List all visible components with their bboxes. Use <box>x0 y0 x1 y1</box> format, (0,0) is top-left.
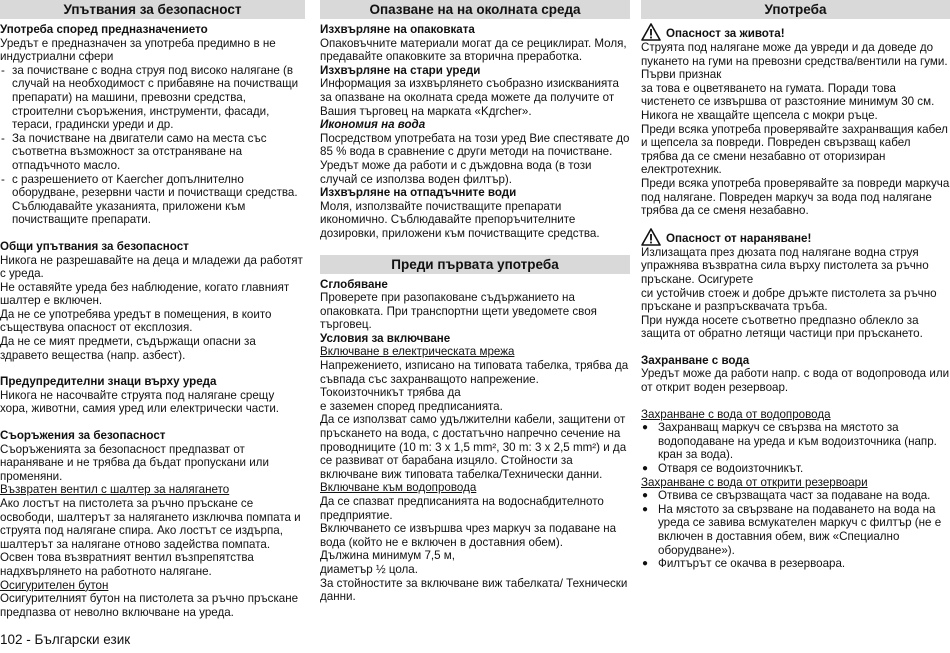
paragraph-line: Не оставяйте уреда без наблюдение, когато главният шалтер е включен. <box>0 280 290 308</box>
paragraph-line: Да не се употребява уредът в помещения, в които съществува опасност от експлозия. <box>0 307 272 335</box>
paragraph-line: Да не се мият предмети, съдържащи опасни за здравето вещества (напр. азбест). <box>0 335 256 362</box>
paragraph-check-cable: Преди всяка употреба проверявайте захранващия кабел и щепсела за повреди. Повреден свързващ кабел трябва да се смени незабавно от оторизиран електротехник. <box>641 122 948 177</box>
column-safety <box>0 0 305 619</box>
paragraph-water-hose: Включването се извършва чрез маркуч за подаване на вода (който не е включен в доставния обем). <box>320 522 617 549</box>
paragraph-grounded: е заземен според предписанията. <box>320 399 503 413</box>
warning-danger-to-life <box>641 23 950 41</box>
list-item: ● Отвива се свързващата част за подаване на вода. <box>641 489 950 503</box>
paragraph-hose-length: Дължина минимум 7,5 м, <box>320 549 455 563</box>
list-item: ● Филтърът се окачва в резервоара. <box>641 557 950 571</box>
heading-water-saving: Икономия на вода <box>320 118 426 132</box>
section-header-safety: Упътвания за безопасност <box>0 0 305 19</box>
list-mains-water <box>641 421 950 475</box>
paragraph-tyre-sign: за това е оцветяването на гумата. Поради това чистенето се извършва от разстояние минимум 30 см. <box>641 81 935 109</box>
column-environment <box>320 0 630 604</box>
paragraph-wet-hands: Никога не хващайте щепсела с мокри ръце. <box>641 108 878 122</box>
paragraph-old-devices: Информация за изхвърлянето съобразно изискванията за опазване на околната среда можете да получите от Вашия търговец на марката «Kдrcher». <box>320 77 619 118</box>
paragraph-water-regulations: Да се спазват предписанията на водоснабдителното предприятие. <box>320 495 604 522</box>
heading-packaging-disposal: Изхвърляне на опаковката <box>320 23 475 36</box>
section-header-operation: Употреба <box>641 0 950 19</box>
paragraph-technical-data: За стойностите за включване виж табелката/ Технически данни. <box>320 576 628 604</box>
heading-intended-use: Употреба според предназначението <box>0 23 208 36</box>
warning-title: Опасност за живота! <box>666 27 785 41</box>
warning-title: Опасност от нараняване! <box>666 232 812 246</box>
section-header-environment: Опазване на на околната среда <box>320 0 630 19</box>
paragraph-tyre-damage: Струята под налягане може да увреди и да доведе до пукането на гуми на превозни средства/вентили на гуми. Първи признак <box>641 41 948 82</box>
list-item: ● Захранващ маркуч се свързва на мястото за водоподаване на уреда и към водоизточника (напр. кран за вода). <box>641 421 950 462</box>
list-item: ● На мястото за свързване на подаването на вода на уреда се завива всмукателен маркуч с филтър (не е включен в доставния обем, виж «Специално оборудване»). <box>641 503 950 557</box>
paragraph-voltage: Напрежението, изписано на типовата табелка, трябва да съвпада със захранващото напрежение. <box>320 359 629 386</box>
paragraph-recoil: Излизащата през дюзата под налягане водна струя упражнява възвратна сила върху пистолета за ръчно пръскане. Осигурете <box>641 245 929 286</box>
heading-safety-devices: Съоръжения за безопасност <box>0 429 166 443</box>
heading-connection-conditions: Условия за включване <box>320 331 451 345</box>
subheading-mains-connection: Включване в електрическата мрежа <box>320 345 515 359</box>
paragraph-intended-use: Уредът е предназначен за употреба предимно в не индустриални сфери <box>0 36 276 64</box>
paragraph-packaging: Опаковъчните материали могат да се рециклират. Моля, предавайте опаковките за вторична преработка. <box>320 36 627 64</box>
paragraph-stance: си устойчив стоеж и добре дръжте пистолета за ръчно пръскане и разпръсквачата тръба. <box>641 286 937 314</box>
paragraph-check-hose: Преди всяка употреба проверявайте за повреди маркуча под налягане. Повреден маркуч за вода под налягане трябва да се сменя незабавно. <box>641 176 950 218</box>
list-open-reservoir <box>641 489 950 571</box>
list-intended-use <box>0 64 305 227</box>
heading-assembly: Сглобяване <box>320 277 388 291</box>
paragraph-warning-signs: Никога не насочвайте струята под налягане срещу хора, животни, самия уред или електрически части. <box>0 388 280 416</box>
paragraph-safety-button: Осигурителният бутон на пистолета за ръчно пръскане предпазва от неволно включване на уреда. <box>0 592 299 619</box>
heading-warning-signs: Предупредителни знаци върху уреда <box>0 375 217 389</box>
subheading-mains-water: Захранване с вода от водопровода <box>641 407 831 421</box>
paragraph-protective-clothing: При нужда носете съответно предпазно облекло за защита от обратно летящи частици при пръскането. <box>641 313 923 341</box>
heading-water-supply: Захранване с вода <box>641 353 750 367</box>
page-footer: 102 - Български език <box>0 632 131 647</box>
subheading-water-connection: Включване към водопровода <box>320 481 477 495</box>
heading-general-safety: Общи упътвания за безопасност <box>0 239 189 253</box>
paragraph-water-supply: Уредът може да работи напр. с вода от водопровода или от открит воден резервоар. <box>641 367 950 395</box>
paragraph-safety-devices: Съоръженията за безопасност предпазват от нараняване и не трябва да бъдат пропускани или променяни. <box>0 442 269 483</box>
heading-old-devices: Изхвърляне на стари уреди <box>320 63 481 77</box>
warning-triangle-icon <box>641 228 661 246</box>
warning-triangle-icon <box>641 23 661 41</box>
subheading-open-reservoir: Захранване с вода от открити резервоари <box>641 475 868 489</box>
paragraph-hose-diameter: диаметър ½ цола. <box>320 562 418 576</box>
list-item: - с разрешението от Kaercher допълнително оборудване, резервни части и почистващи средства. Съблюдавайте указанията, приложени към почистващите препарати. <box>0 173 305 227</box>
paragraph-power-source: Токоизточникът трябва да <box>320 386 461 400</box>
paragraph-check-valve: Ако лостът на пистолета за ръчно пръскане се освободи, шалтерът за налягането изключва помпата и струята под налягане спира. Ако лостът се издърпа, шалтерът за налягане отново задейства помпата. Освен това възвратният вентил възпрепятства надхвърлянето на работното налягане. <box>0 497 301 578</box>
paragraph-water-saving: Посредством употребата на този уред Вие спестявате до 85 % вода в сравнение с други методи на почистване. Уредът може да работи и с дъждовна вода (в този случай се използва воден филтър). <box>320 131 630 186</box>
warning-injury <box>641 228 950 246</box>
list-item: ● Отваря се водоизточникът. <box>641 462 950 476</box>
subheading-safety-button: Осигурителен бутон <box>0 578 109 592</box>
paragraph-assembly: Проверете при разопаковане съдържанието на опаковката. При транспортни щети уведомете своя търговец. <box>320 291 597 332</box>
heading-waste-water: Изхвърляне на отпадъчните води <box>320 186 517 200</box>
column-operation <box>641 0 950 571</box>
paragraph-extension-cables: Да се използват само удължителни кабели, защитени от пръскането на вода, с достатъчно напречно сечение на проводниците (10 m: 3 x 1,5 mm², 30 m: 3 x 2,5 mm²) и да се развиват от барабана изцяло. Стойности за включване виж типовата табелка/Технически данни. <box>320 413 627 481</box>
list-item: - За почистване на двигатели само на места със съответна възможност за отстраняване на отпадъчното масло. <box>0 132 305 173</box>
subheading-check-valve: Възвратен вентил с шалтер за налягането <box>0 483 230 497</box>
section-header-before-first-use: Преди първата употреба <box>320 255 630 274</box>
list-item: - за почистване с водна струя под високо налягане (в случай на необходимост с прибавяне на почистващи препарати) на машини, превозни средства, строителни съоръжения, инструменти, фасади, тераси, градински уреди и др. <box>0 64 305 132</box>
paragraph-line: Никога не разрешавайте на деца и младежи да работят с уреда. <box>0 253 303 281</box>
paragraph-waste-water: Моля, използвайте почистващите препарати икономично. Съблюдавайте препоръчителните дозировки, приложени към почистващите средства. <box>320 199 600 240</box>
